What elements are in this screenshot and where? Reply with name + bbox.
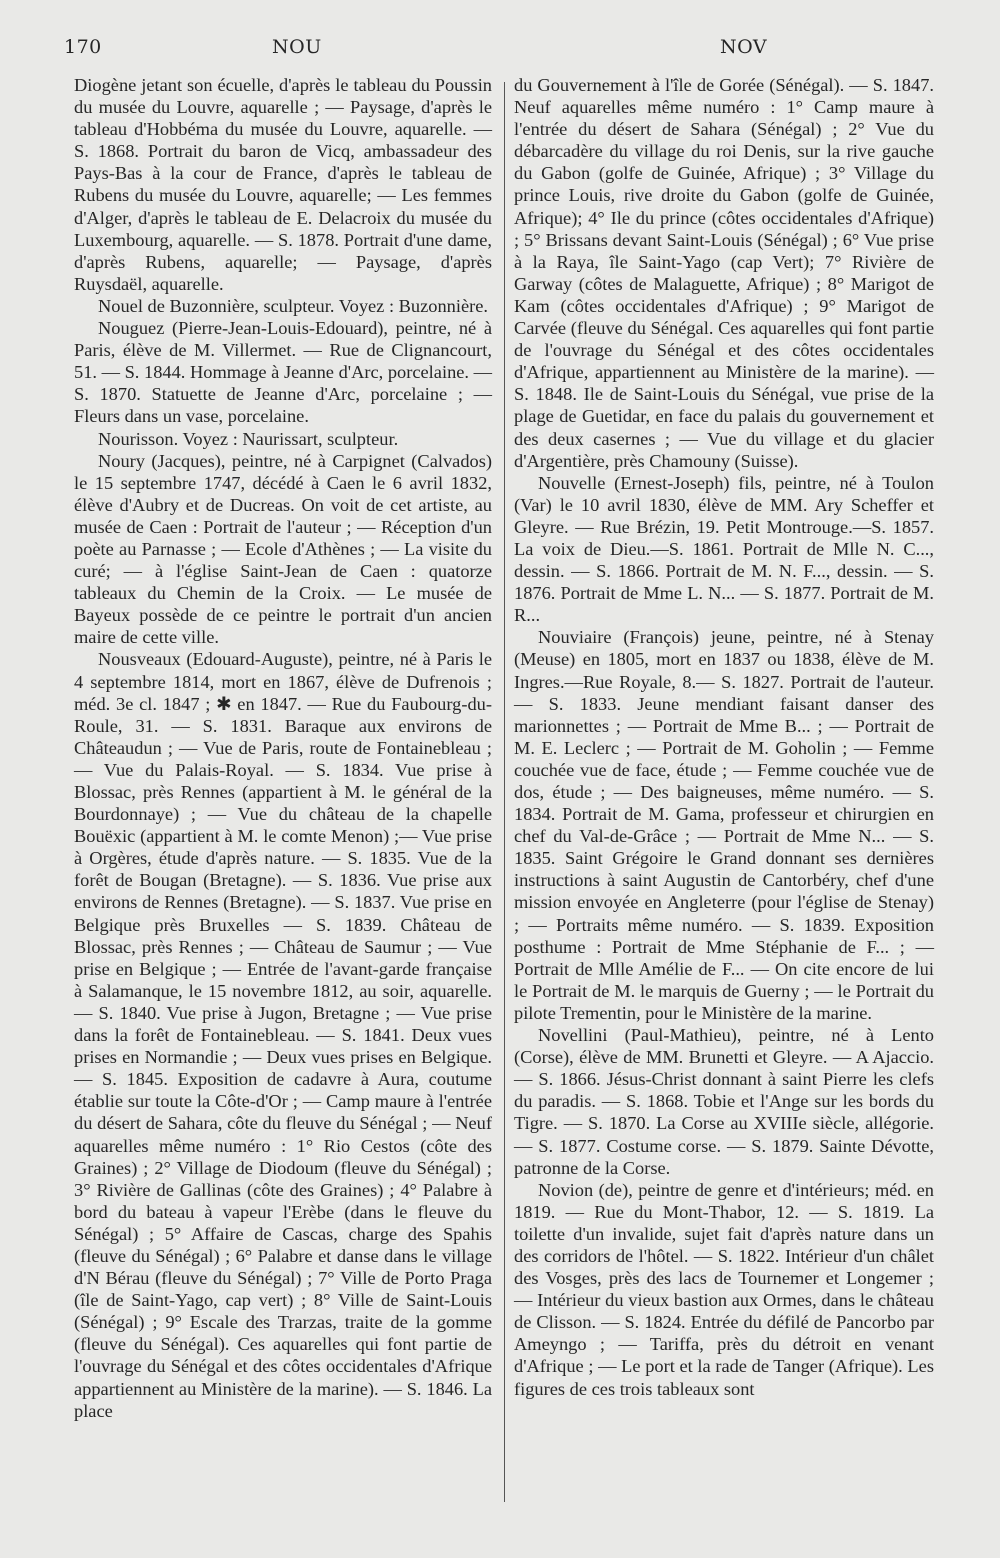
- entry-paragraph: Novellini (Paul-Mathieu), peintre, né à Lento (Corse), élève de MM. Brunetti et Gleyre. — A Ajaccio. — S. 1866. Jésus-Christ donnant à saint Pierre les clefs du paradis. — S. 1868. Tobie et l'Ange sur les bords du Tigre. — S. 1870. La Corse au XVIIIe siècle, allégorie. — S. 1877. Costume corse. — S. 1879. Sainte Dévotte, patronne de la Corse.: [514, 1025, 934, 1178]
- entry-paragraph: Nourisson. Voyez : Naurissart, sculpteur.: [98, 428, 399, 449]
- entry-paragraph: Nousveaux (Edouard-Auguste), peintre, né à Paris le 4 septembre 1814, mort en 1867, élève de Dufrenois ; méd. 3e cl. 1847 ; ✱ en 1847. — Rue du Faubourg-du-Roule, 31. — S. 1831. Baraque aux environs de Châteaudun ; — Vue de Paris, route de Fontainebleau ;— Vue du Palais-Royal. — S. 1834. Vue prise à Blossac, près Rennes (appartient à M. le général de la Bourdonnaye) ; — Vue du château de la chapelle Bouëxic (appartient à M. le comte Menon) ;— Vue prise à Orgères, étude d'après nature. — S. 1835. Vue de la forêt de Bougan (Bretagne). — S. 1836. Vue prise aux environs de Rennes (Bretagne). — S. 1837. Vue prise en Belgique près Bruxelles — S. 1839. Château de Blossac, près Rennes ; — Château de Saumur ; — Vue prise en Belgique ; — Entrée de l'avant-garde française à Salamanque, le 15 novembre 1812, au soir, aquarelle. — S. 1840. Vue prise à Jugon, Bretagne ; — Vue prise dans la forêt de Fontainebleau. — S. 1841. Deux vues prises en Normandie ; — Deux vues prises en Belgique. — S. 1845. Exposition de cadavre à Aura, coutume établie sur toute la Côte-d'Or ; — Camp maure à l'entrée du désert de Sahara, côte du fleuve du Sénégal ; — Neuf aquarelles même numéro : 1° Rio Cestos (côte des Graines) ; 2° Village de Diodoum (fleuve du Sénégal) ; 3° Rivière de Gallinas (côte des Graines) ; 4° Palabre à bord du bateau à vapeur l'Erèbe (dans le fleuve du Sénégal) ; 5° Affaire de Cascas, charge des Spahis (fleuve du Sénégal) ; 6° Palabre et danse dans le village d'N Bérau (fleuve du Sénégal) ; 7° Ville de Porto Praga (île de Saint-Yago, cap vert) ; 8° Ville de Saint-Louis (Sénégal) ; 9° Escale des Trarzas, traite de la gomme (fleuve du Sénégal). Ces aquarelles qui font partie de l'ouvrage du Sénégal et des côtes occidentales d'Afrique appartiennent au Ministère de la marine). — S. 1846. La place: [74, 649, 492, 1421]
- left-column: [74, 74, 492, 1422]
- entry-paragraph: Nouguez (Pierre-Jean-Louis-Edouard), peintre, né à Paris, élève de M. Villermet. — Rue de Clignancourt, 51. — S. 1844. Hommage à Jeanne d'Arc, porcelaine. — S. 1870. Statuette de Jeanne d'Arc, porcelaine ; — Fleurs dans un vase, porcelaine.: [74, 318, 493, 427]
- entry-paragraph: Nouel de Buzonnière, sculpteur. Voyez : Buzonnière.: [98, 295, 489, 316]
- entry-paragraph: Novion (de), peintre de genre et d'intérieurs; méd. en 1819. — Rue du Mont-Thabor, 12. — S. 1819. La toilette d'un invalide, sujet fait d'après nature dans un des corridors de l'hôtel. — S. 1822. Intérieur d'un châlet des Vosges, près des lacs de Tournemer et Longemer ; — Intérieur du vieux bastion aux Ormes, dans le château de Clisson. — S. 1824. Entrée du défilé de Pancorbo par Ameyngo ; — Tariffa, près du détroit en venant d'Afrique ; — Le port et la rade de Tanger (Afrique). Les figures de ces trois tableaux sont: [514, 1179, 934, 1399]
- entry-paragraph: Nouvelle (Ernest-Joseph) fils, peintre, né à Toulon (Var) le 10 avril 1830, élève de MM. Ary Scheffer et Gleyre. — Rue Brézin, 19. Petit Montrouge.—S. 1857. La voix de Dieu.—S. 1861. Portrait de Mlle N. C..., dessin. — S. 1866. Portrait de M. N. F..., dessin. — S. 1876. Portrait de Mme L. N... — S. 1877. Portrait de M. R...: [514, 472, 934, 626]
- left-running-head: NOU: [272, 36, 322, 58]
- column-divider: [504, 82, 505, 1502]
- right-column: [514, 74, 934, 1400]
- entry-paragraph: Diogène jetant son écuelle, d'après le tableau du Poussin du musée du Louvre, aquarelle ; — Paysage, d'après le tableau d'Hobbéma du musée du Louvre, aquarelle. — S. 1868. Portrait du baron de Vicq, ambassadeur des Pays-Bas à la cour de France, d'après le tableau de Rubens du musée du Louvre, aquarelle; — Les femmes d'Alger, d'après le tableau de E. Delacroix du musée du Luxembourg, aquarelle. — S. 1878. Portrait d'une dame, d'après Rubens, aquarelle; — Paysage, d'après Ruysdaël, aquarelle.: [74, 75, 492, 294]
- page-number: 170: [64, 36, 102, 58]
- entry-paragraph: Noury (Jacques), peintre, né à Carpignet (Calvados) le 15 septembre 1747, décédé à Caen le 6 avril 1832, élève d'Aubry et de Ducreas. On voit de cet artiste, au musée de Caen : Portrait de l'auteur ; — Réception d'un poète au Parnasse ; — Ecole d'Athènes ; — La visite du curé; — à l'église Saint-Jean de Caen : quatorze tableaux du Chemin de la Croix. — Le musée de Bayeux possède de ce peintre le portrait d'un ancien maire de cette ville.: [74, 450, 492, 648]
- right-running-head: NOV: [720, 36, 768, 58]
- entry-paragraph: Nouviaire (François) jeune, peintre, né à Stenay (Meuse) en 1805, mort en 1837 ou 1838, élève de M. Ingres.—Rue Royale, 8.— S. 1827. Portrait de l'auteur. — S. 1833. Jeune mendiant faisant danser des marionnettes ; — Portrait de Mme B... ; — Portrait de M. E. Leclerc ; — Portrait de M. Goholin ; — Femme couchée vue de face, étude ; — Femme couchée vue de dos, étude ; — Des baigneuses, même numéro. — S. 1834. Portrait de M. Gama, professeur et chirurgien en chef du Val-de-Grâce ; — Portrait de Mme N... — S. 1835. Saint Grégoire le Grand donnant ses dernières instructions à saint Augustin de Cantorbéry, chef d'une mission envoyée en Angleterre (pour l'église de Stenay) ; — Portraits même numéro. — S. 1839. Exposition posthume : Portrait de Mme Stéphanie de F... ; — Portrait de Mlle Amélie de F... — On cite encore de lui le Portrait de M. le marquis de Guerny ; — le Portrait du pilote Trementin, pour le Ministère de la marine.: [514, 627, 934, 1023]
- entry-paragraph: du Gouvernement à l'île de Gorée (Sénégal). — S. 1847. Neuf aquarelles même numéro : 1° Camp maure à l'entrée du désert de Sahara (Sénégal) ; 2° Vue du débarcadère du village du roi Denis, sur la rive gauche du Gabon (golfe de Guinée, Afrique) ; 3° Village du prince Louis, rive droite du Gabon (golfe de Guinée, Afrique); 4° Ile du prince (côtes occidentales d'Afrique) ; 5° Brissans devant Saint-Louis (Sénégal) ; 6° Vue prise à la Raya, île Saint-Yago (cap Vert); 7° Rivière de Garway (côtes de Malaguette, Afrique) ; 8° Marigot de Kam (côtes occidentales d'Afrique) ; 9° Marigot de Carvée (fleuve du Sénégal. Ces aquarelles qui font partie de l'ouvrage du Sénégal et des côtes occidentales d'Afrique, appartiennent au Ministère de la marine). — S. 1848. Ile de Saint-Louis du Sénégal, vue prise de la plage de Guetidar, en face du palais du gouvernement et des deux casernes ; — Vue du village et du glacier d'Argentière, près Chamouny (Suisse).: [514, 75, 934, 471]
